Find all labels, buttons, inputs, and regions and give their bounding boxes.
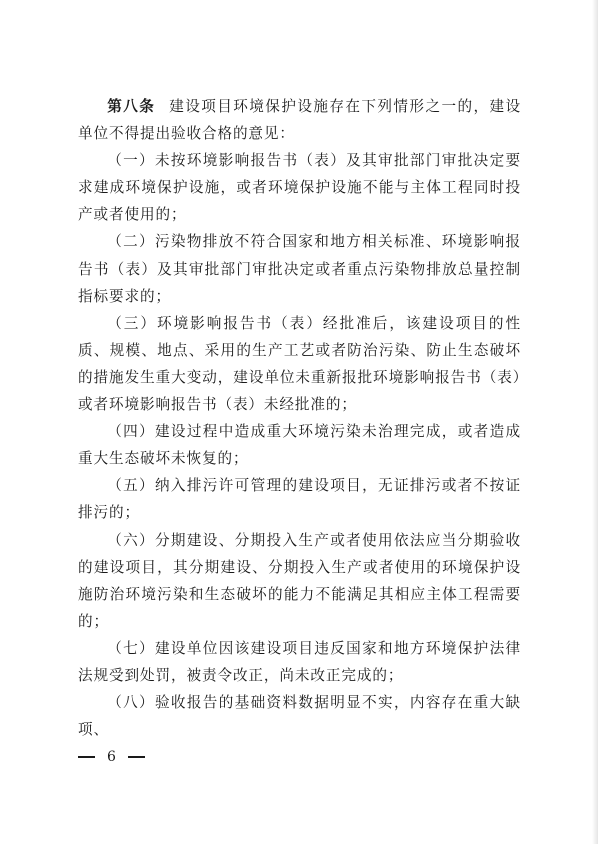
clause-3: （三）环境影响报告书（表）经批准后，该建设项目的性质、规模、地点、采用的生产工艺或者防治污染、防止生态破坏的措施发生重大变动，建设单位未重新报批环境影响报告书（表）或者环境影响报告书（表）未经批准的； [78, 314, 521, 414]
clause-8: （八）验收报告的基础资料数据明显不实，内容存在重大缺项、 [78, 694, 521, 739]
footer-dash-left [78, 756, 95, 758]
page-edge-shadow [592, 0, 598, 844]
document-body [78, 93, 521, 743]
page-footer [78, 747, 145, 767]
clause-5: （五）纳入排污许可管理的建设项目，无证排污或者不按证排污的； [78, 477, 521, 522]
clause-1: （一）未按环境影响报告书（表）及其审批部门审批决定要求建成环境保护设施，或者环境保护设施不能与主体工程同时投产或者使用的； [78, 152, 521, 224]
clause-7: （七）建设单位因该建设项目违反国家和地方环境保护法律法规受到处罚，被责令改正，尚未改正完成的； [78, 639, 521, 684]
article-paragraph [78, 93, 521, 147]
footer-dash-right [128, 756, 145, 758]
article-number: 第八条 [107, 98, 156, 115]
page-number: 6 [107, 749, 116, 765]
clause-6: （六）分期建设、分期投入生产或者使用依法应当分期验收的建设项目，其分期建设、分期投入生产或者使用的环境保护设施防治环境污染和生态破坏的能力不能满足其相应主体工程需要的； [78, 531, 521, 630]
clause-2: （二）污染物排放不符合国家和地方相关标准、环境影响报告书（表）及其审批部门审批决定或者重点污染物排放总量控制指标要求的； [78, 233, 521, 305]
article-lead-text: 建设项目环境保护设施存在下列情形之一的，建设单位不得提出验收合格的意见： [78, 98, 521, 143]
clause-4: （四）建设过程中造成重大环境污染未治理完成，或者造成重大生态破坏未恢复的； [78, 423, 521, 468]
